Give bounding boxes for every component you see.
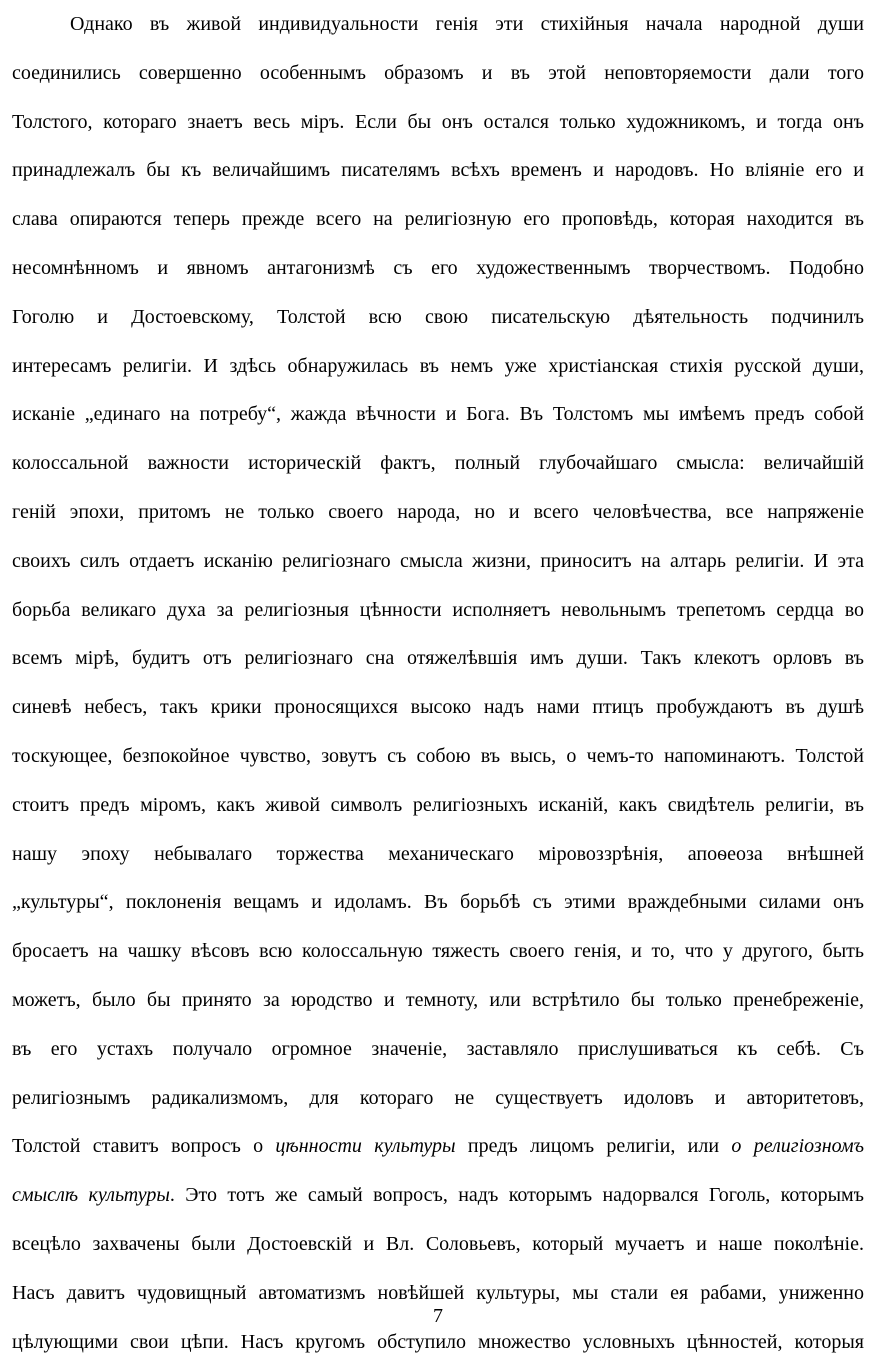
text-line (12, 537, 864, 586)
text-run: борьба великаго духа за религіозныя цѣнности исполняетъ невольнымъ трепетомъ сердца во (12, 598, 864, 621)
text-run: „культуры“, поклоненія вещамъ и идоламъ. Въ борьбѣ съ этими враждебными силами онъ (12, 891, 864, 914)
text-run: тоскующее, безпокойное чувство, зовутъ съ собою въ высь, о чемъ-то напоминаютъ. Толстой (12, 744, 864, 767)
text-run: несомнѣнномъ и явномъ антагонизмѣ съ его художественнымъ творчествомъ. Подобно (12, 256, 864, 279)
text-run: интересамъ религіи. И здѣсь обнаружилась въ немъ уже христіанская стихія русской души, (12, 354, 864, 377)
text-line (12, 244, 864, 293)
text-run: предъ лицомъ религіи, или (455, 1135, 732, 1158)
body-text (12, 0, 864, 1366)
text-run: въ его устахъ получало огромное значеніе, заставляло прислушиваться къ себѣ. Съ (12, 1037, 864, 1060)
text-line (12, 1025, 864, 1074)
text-run: соединились совершенно особеннымъ образомъ и въ этой неповторяемости дали того (12, 61, 864, 84)
page-number: 7 (433, 1305, 443, 1327)
text-run: цѣлующими свои цѣпи. Насъ кругомъ обступило множество условныхъ цѣнностей, которыя (12, 1330, 864, 1353)
italic-text: смыслѣ культуры (12, 1184, 170, 1207)
italic-text: цѣнности культуры (275, 1135, 456, 1158)
text-line (12, 1220, 864, 1269)
text-line (12, 732, 864, 781)
text-run: всемъ мірѣ, будитъ отъ религіознаго сна отяжелѣвшія имъ души. Такъ клекотъ орловъ въ (12, 647, 864, 670)
text-run: своихъ силъ отдаетъ исканію религіознаго смысла жизни, приноситъ на алтарь религіи. И эта (12, 549, 864, 572)
text-line (12, 195, 864, 244)
italic-text: о религіозномъ (731, 1135, 865, 1158)
text-line (12, 488, 864, 537)
text-run: религіознымъ радикализмомъ, для котораго не существуетъ идоловъ и авторитетовъ, (12, 1086, 864, 1109)
text-line (12, 49, 864, 98)
text-run: Насъ давитъ чудовищный автоматизмъ новѣйшей культуры, мы стали ея рабами, униженно (12, 1281, 864, 1304)
text-run: можетъ, было бы принято за юродство и темноту, или встрѣтило бы только пренебреженіе, (12, 988, 864, 1011)
text-line (12, 390, 864, 439)
text-run: колоссальной важности историческій фактъ, полный глубочайшаго смысла: величайшій (12, 452, 864, 475)
text-run: бросаетъ на чашку вѣсовъ всю колоссальную тяжесть своего генія, и то, что у другого, быть (12, 940, 864, 963)
text-run: Однако въ живой индивидуальности генія эти стихійныя начала народной души (70, 13, 864, 35)
text-run: нашу эпоху небывалаго торжества механическаго міровоззрѣнія, апоѳеоза внѣшней (12, 842, 864, 865)
text-line (12, 146, 864, 195)
text-line (12, 976, 864, 1025)
text-line (12, 830, 864, 879)
text-line (12, 0, 864, 49)
text-run: слава опираются теперь прежде всего на религіозную его проповѣдь, которая находится въ (12, 208, 864, 231)
text-line (12, 1074, 864, 1123)
text-line (12, 634, 864, 683)
text-run: принадлежалъ бы къ величайшимъ писателямъ всѣхъ временъ и народовъ. Но вліяніе его и (12, 159, 864, 182)
text-line (12, 927, 864, 976)
text-line (12, 781, 864, 830)
text-run: синевѣ небесъ, такъ крики проносящихся высоко надъ нами птицъ пробуждаютъ въ душѣ (12, 696, 864, 719)
text-line (12, 1122, 864, 1171)
text-line (12, 342, 864, 391)
text-run: . Это тотъ же самый вопросъ, надъ которымъ надорвался Гоголь, которымъ (169, 1184, 864, 1207)
text-line (12, 293, 864, 342)
text-run: Гоголю и Достоевскому, Толстой всю свою писательскую дѣятельность подчинилъ (12, 305, 864, 328)
text-run: Толстой ставитъ вопросъ о (12, 1135, 276, 1158)
text-line (12, 878, 864, 927)
text-line (12, 1171, 864, 1220)
text-run: всецѣло захвачены были Достоевскій и Вл. Соловьевъ, который мучаетъ и наше поколѣніе. (12, 1232, 864, 1255)
text-line (12, 98, 864, 147)
text-line (12, 439, 864, 488)
text-line (12, 586, 864, 635)
text-run: Толстого, котораго знаетъ весь міръ. Если бы онъ остался только художникомъ, и тогда онъ (12, 110, 864, 133)
text-run: исканіе „единаго на потребу“, жажда вѣчности и Бога. Въ Толстомъ мы имѣемъ предъ собой (12, 403, 864, 426)
text-run: геній эпохи, притомъ не только своего народа, но и всего человѣчества, все напряженіе (12, 500, 864, 523)
text-line (12, 683, 864, 732)
text-run: стоитъ предъ міромъ, какъ живой символъ религіозныхъ исканій, какъ свидѣтель религіи, въ (12, 793, 864, 816)
